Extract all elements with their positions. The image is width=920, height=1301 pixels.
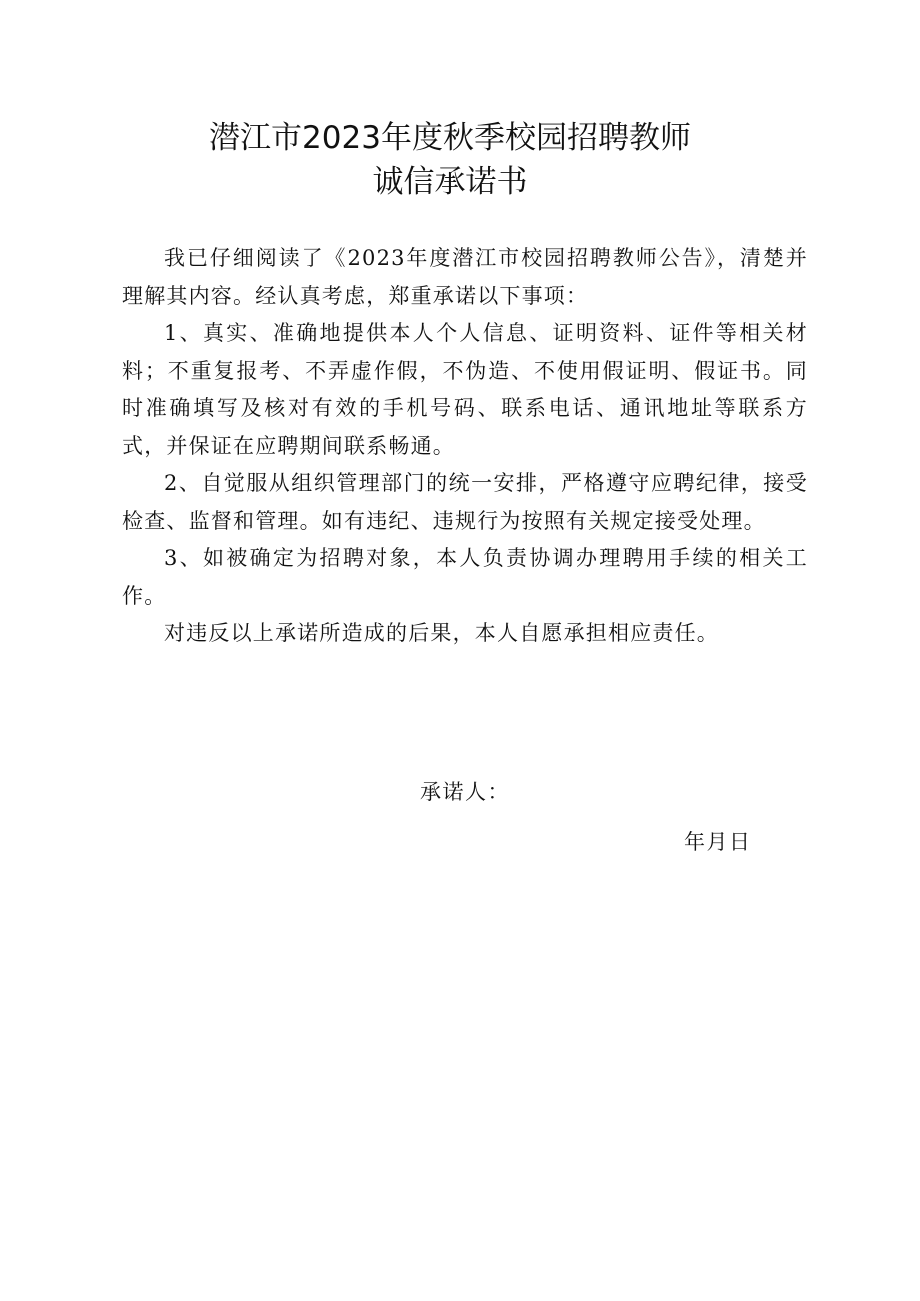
date-label: 年月日 xyxy=(684,830,752,854)
document-title-line2: 诚信承诺书 xyxy=(372,164,528,200)
closing-paragraph: 对违反以上承诺所造成的后果，本人自愿承担相应责任。 xyxy=(164,621,719,645)
commitment-item-3: 3、如被确定为招聘对象，本人负责协调办理聘用手续的相关工作。 xyxy=(122,546,808,608)
document-body xyxy=(122,240,808,653)
commitment-item-2: 2、自觉服从组织管理部门的统一安排，严格遵守应聘纪律，接受检查、监督和管理。如有违纪、违规行为按照有关规定接受处理。 xyxy=(122,471,808,533)
commitment-item-1: 1、真实、准确地提供本人个人信息、证明资料、证件等相关材料；不重复报考、不弄虚作假，不伪造、不使用假证明、假证书。同时准确填写及核对有效的手机号码、联系电话、通讯地址等联系方式，并保证在应聘期间联系畅通。 xyxy=(122,321,808,458)
intro-paragraph: 我已仔细阅读了《2023年度潜江市校园招聘教师公告》，清楚并理解其内容。经认真考虑，郑重承诺以下事项： xyxy=(122,246,808,308)
signer-label: 承诺人： xyxy=(420,780,510,804)
document-title-line1: 潜江市2023年度秋季校园招聘教师 xyxy=(209,120,691,156)
